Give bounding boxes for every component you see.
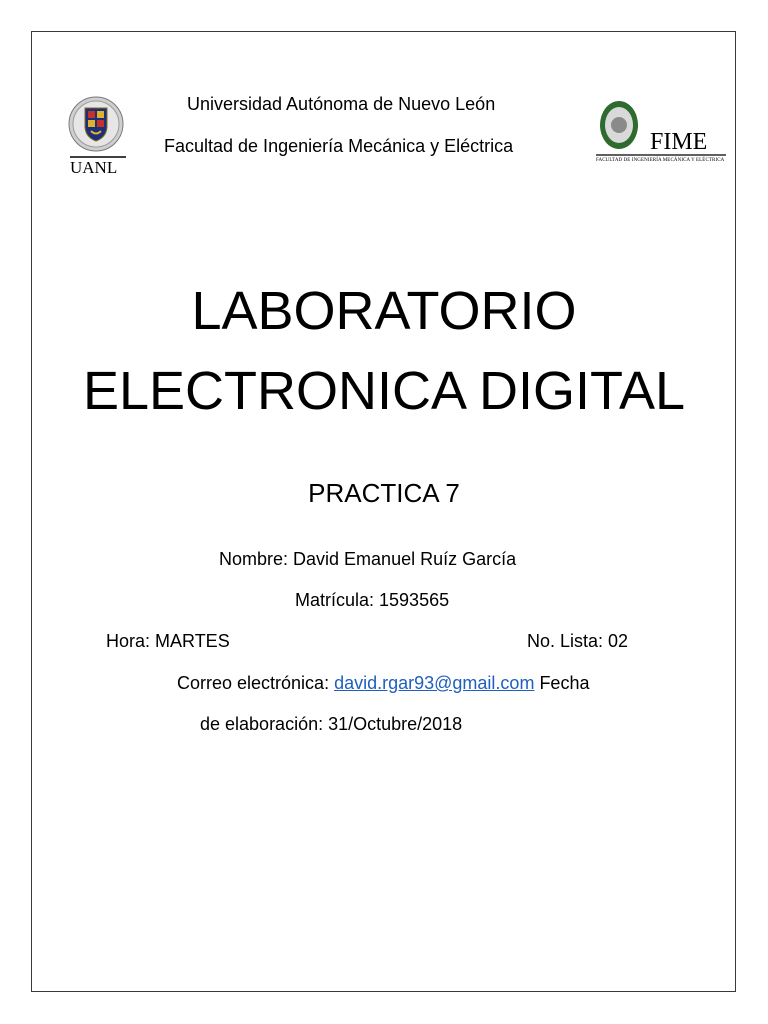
date-line: de elaboración: 31/Octubre/2018 (200, 714, 463, 734)
student-id: Matrícula: 1593565 (295, 590, 450, 610)
title-line-1: LABORATORIO (191, 281, 577, 341)
class-hour: Hora: MARTES (106, 631, 230, 651)
fime-logo (594, 97, 728, 167)
title-line-2: ELECTRONICA DIGITAL (82, 361, 686, 421)
faculty-name: Facultad de Ingeniería Mecánica y Eléctrica (164, 136, 514, 156)
date-label-prefix: Fecha (534, 673, 590, 693)
list-number: No. Lista: 02 (527, 631, 629, 651)
uanl-logo (66, 96, 134, 180)
fime-logo-subtext: FACULTAD DE INGENIERÍA MECÁNICA Y ELÉCTRICA (596, 158, 725, 163)
practice-number: PRACTICA 7 (308, 478, 460, 508)
fime-logo-text: FIME (650, 129, 708, 155)
student-name: Nombre: David Emanuel Ruíz García (219, 549, 517, 569)
email-line (177, 673, 589, 694)
email-link[interactable]: david.rgar93@gmail.com (334, 673, 535, 693)
email-label: Correo electrónica: (177, 673, 335, 693)
page-border (31, 31, 736, 992)
university-name: Universidad Autónoma de Nuevo León (187, 94, 496, 114)
uanl-logo-text: UANL (70, 158, 118, 177)
